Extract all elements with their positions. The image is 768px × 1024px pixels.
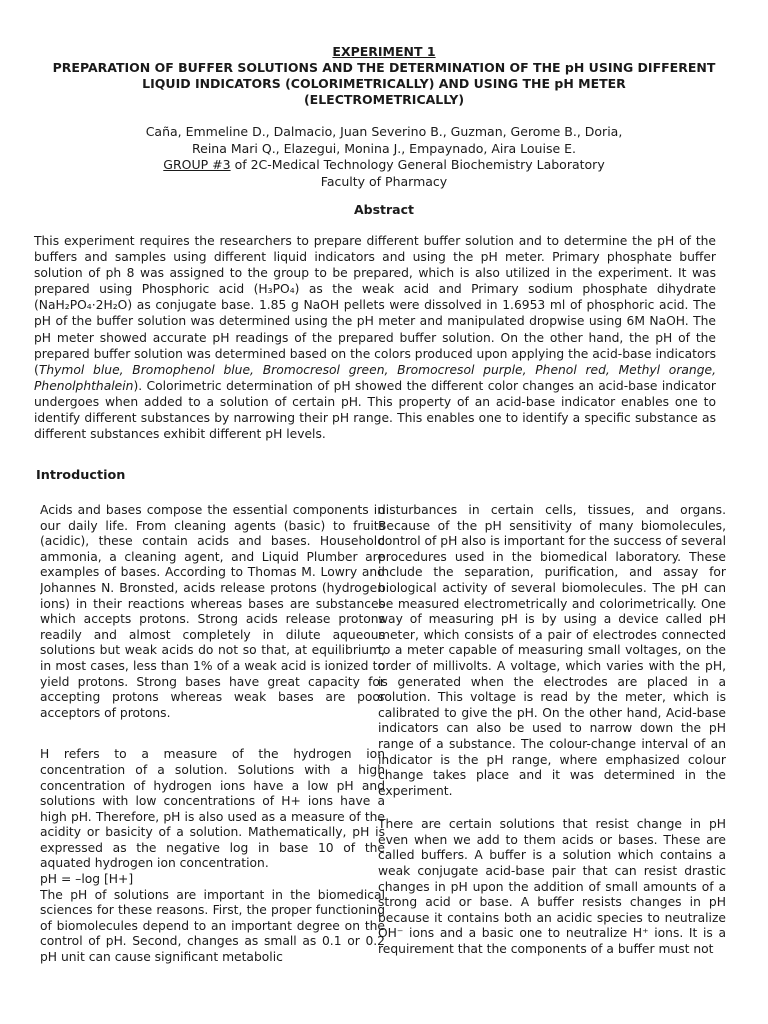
intro-right-paragraph-2: There are certain solutions that resist change in pH even when we add to them acids or bases. These are called buffers. A buffer is a solution which contains a weak conjugate acid-base pair that can resist drastic changes in pH upon the addition of small amounts of a strong acid or base. A buffer resists changes in pH because it contains both an acidic species to neutralize OH⁻ ions and a basic one to neutralize H⁺ ions. It is a requirement that the components of a buffer must not: [378, 817, 726, 957]
intro-left-column: [40, 503, 385, 1013]
abstract-text-a: This experiment requires the researchers to prepare different buffer solution and to determine the pH of the buffers and samples using different liquid indicators and using the pH meter. Primary phosphate buffer solution of ph 8 was assigned to the group to be prepared, which is also utilized in the experiment. It was prepared using Phosphoric acid (H₃PO₄) as the weak acid and Primary sodium phosphate dihydrate (NaH₂PO₄·2H₂O) as conjugate base. 1.85 g NaOH pellets were dissolved in 1.6953 ml of phosphoric acid. The pH of the buffer solution was determined using the pH meter and manipulated dropwise using 6M NaOH. The pH meter showed accurate pH readings of the prepared buffer solution. On the other hand, the pH of the prepared buffer solution was determined based on the colors produced upon applying the acid-base indicators (: [34, 234, 716, 377]
title-line-2: LIQUID INDICATORS (COLORIMETRICALLY) AND USING THE pH METER: [142, 76, 626, 91]
group-label: GROUP #3: [163, 157, 231, 172]
ph-formula: pH = –log [H+]: [40, 872, 134, 887]
group-description: of 2C-Medical Technology General Biochemistry Laboratory: [230, 157, 605, 172]
title-line-3: (ELECTROMETRICALLY): [303, 92, 465, 107]
title-line-1: PREPARATION OF BUFFER SOLUTIONS AND THE DETERMINATION OF THE pH USING DIFFERENT: [52, 60, 716, 75]
intro-right-column: [378, 503, 726, 958]
abstract-body: [34, 233, 716, 442]
authors-line-1: Caña, Emmeline D., Dalmacio, Juan Severino B., Guzman, Gerome B., Doria,: [145, 124, 623, 139]
intro-right-paragraph-1: disturbances in certain cells, tissues, and organs. Because of the pH sensitivity of many biomolecules, control of pH also is important for the success of several procedures used in the biomedical laboratory. These include the separation, purification, and assay for biological activity of several biomolecules. The pH can be measured electrometrically and colorimetrically. One way of measuring pH is by using a device called pH meter, which consists of a pair of electrodes connected to a meter capable of measuring small voltages, on the order of millivolts. A voltage, which varies with the pH, is generated when the electrodes are placed in a solution. This voltage is read by the meter, which is calibrated to give the pH. On the other hand, Acid-base indicators can also be used to narrow down the pH range of a substance. The colour-change interval of an indicator is the pH range, where emphasized colour change takes place and it was determined in the experiment.: [378, 503, 726, 798]
title-block: [0, 44, 768, 108]
abstract-text-b: ). Colorimetric determination of pH showed the different color changes an acid-base indicator undergoes when added to a solution of certain pH. This property of an acid-base indicator enables one to identify different substances by narrowing their pH range. This enables one to identify a specific substance as different substances exhibit different pH levels.: [34, 378, 716, 442]
abstract-heading: Abstract: [353, 202, 415, 217]
introduction-heading: Introduction: [36, 468, 126, 483]
group-line: [0, 157, 768, 174]
experiment-number: EXPERIMENT 1: [332, 44, 436, 59]
faculty-line: Faculty of Pharmacy: [320, 173, 448, 189]
intro-left-paragraph-3: The pH of solutions are important in the biomedical sciences for these reasons. First, the proper functioning of biomolecules depend to an important degree on the control of pH. Second, changes as small as 0.1 or 0.2 pH unit can cause significant metabolic: [40, 887, 385, 965]
authors-block: [0, 124, 768, 190]
abstract-indicators: Thymol blue, Bromophenol blue, Bromocresol green, Bromocresol purple, Phenol red, Methyl orange, Phenolphthalein: [34, 362, 716, 393]
authors-line-2: Reina Mari Q., Elazegui, Monina J., Empaynado, Aira Louise E.: [192, 140, 576, 156]
intro-left-paragraph-2: H refers to a measure of the hydrogen ion concentration of a solution. Solutions with a high concentration of hydrogen ions have a low pH and solutions with low concentrations of H+ ions have a high pH. Therefore, pH is also used as a measure of the acidity or basicity of a solution. Mathematically, pH is expressed as the negative log in base 10 of the aquated hydrogen ion concentration.: [40, 747, 385, 871]
intro-left-paragraph-1: Acids and bases compose the essential components in our daily life. From cleaning agents (basic) to fruits (acidic), these contain acids and bases. Household ammonia, a cleaning agent, and Liquid Plumber are examples of bases. According to Thomas M. Lowry and Johannes N. Bronsted, acids release protons (hydrogen ions) in their reactions whereas bases are substances which accepts protons. Strong acids release protons readily and almost completely in dilute aqueous solutions but weak acids do not so that, at equilibrium, in most cases, less than 1% of a weak acid is ionized to yield protons. Strong bases have great capacity for accepting protons whereas weak bases are poor acceptors of protons.: [40, 503, 385, 720]
